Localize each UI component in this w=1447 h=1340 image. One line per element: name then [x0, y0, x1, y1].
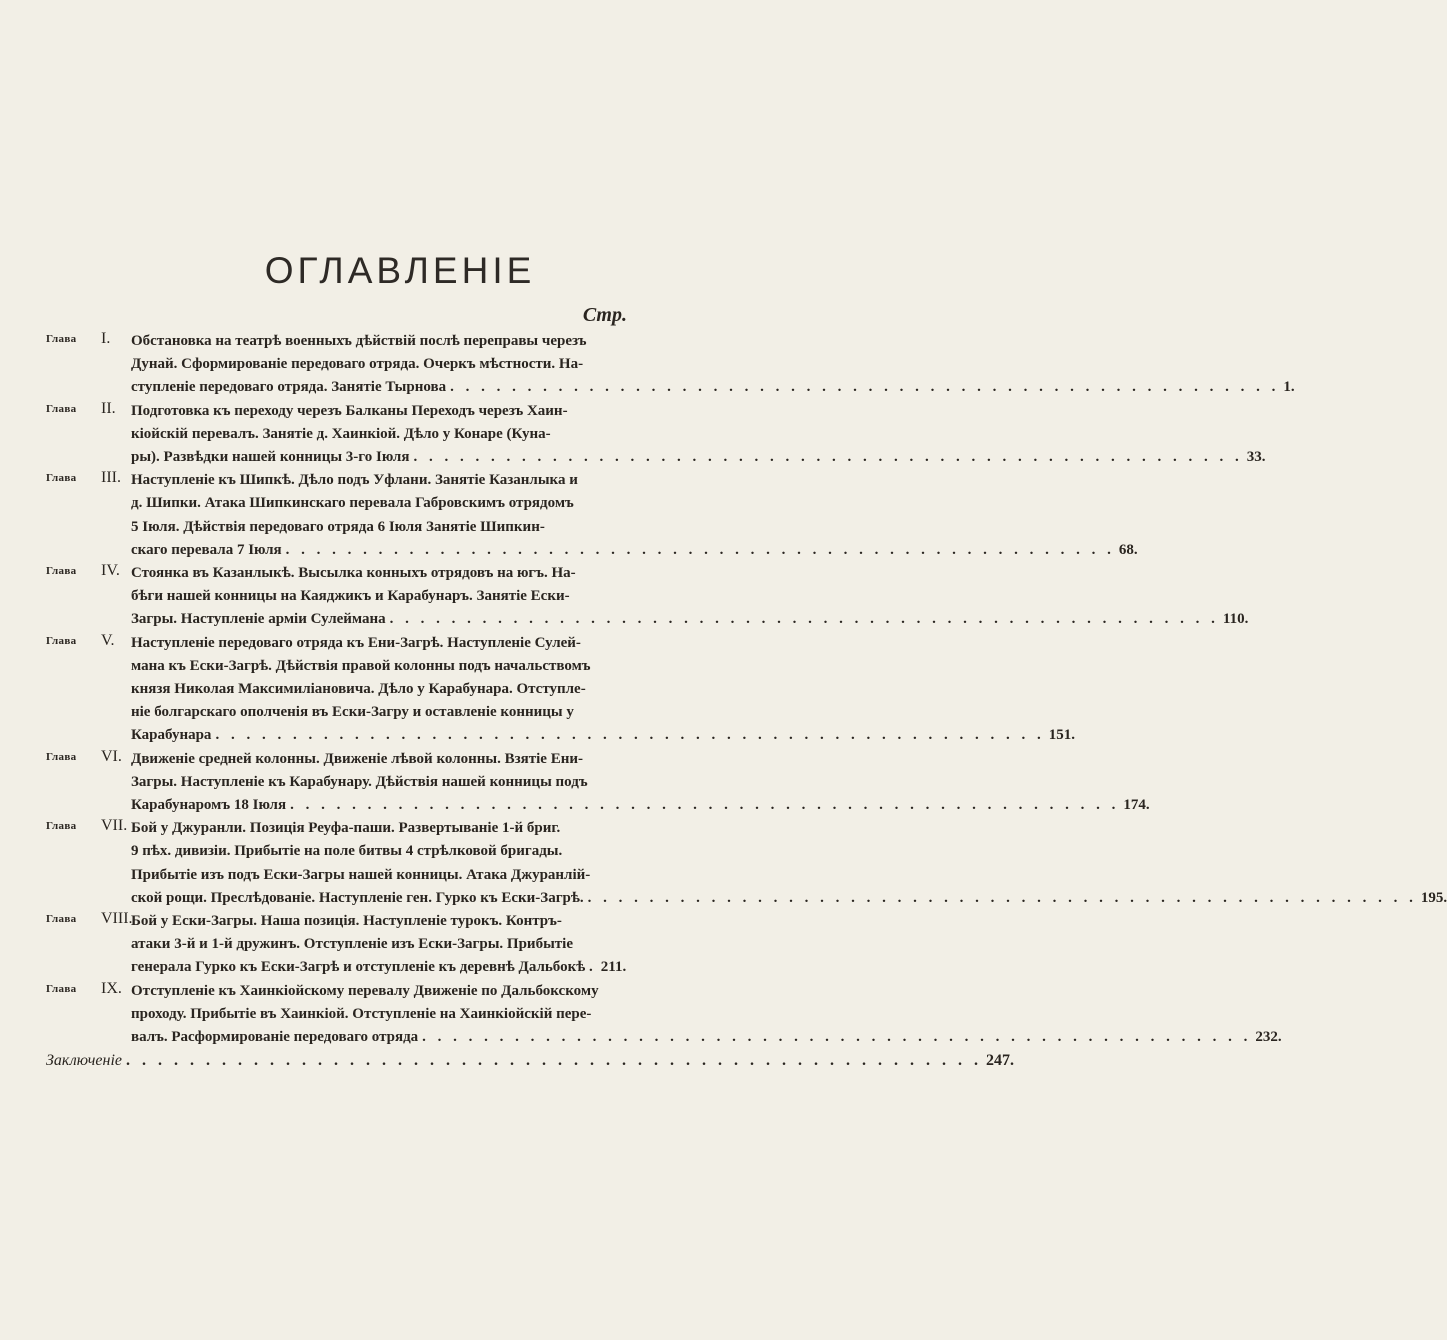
chapter-text-line: д. Шипки. Атака Шипкинскаго перевала Габровскимъ отрядомъ — [131, 495, 574, 512]
chapter-text-line: проходу. Прибытіе въ Хаинкіой. Отступленіе на Хаинкіойскій пере- — [131, 1005, 592, 1022]
chapter-word: Глава — [46, 982, 77, 995]
chapter-text-line: Стоянка въ Казанлыкѣ. Высылка конныхъ отрядовъ на югъ. На- — [131, 565, 576, 581]
chapter-text-line: Бой у Ески-Загры. Наша позиція. Наступленіе турокъ. Контръ- — [131, 913, 562, 929]
chapter-text-line: Отступленіе къ Хаинкіойскому перевалу Движеніе по Дальбокскому — [131, 982, 599, 999]
chapter-word: Глава — [46, 913, 77, 925]
chapter-text: ры). Развѣдки нашей конницы 3-го Іюля — [131, 449, 410, 465]
chapter-word: Глава — [46, 750, 77, 763]
page-number: 195. — [1420, 889, 1447, 906]
chapter-text-line: Наступленіе къ Шипкѣ. Дѣло подъ Уфлани. Занятіе Казанлыка и — [131, 472, 578, 489]
chapter-text-line: атаки 3-й и 1-й дружинъ. Отступленіе изъ Ески-Загры. Прибытіе — [131, 936, 573, 953]
chapter-text: Карабунаромъ 18 Іюля — [131, 797, 287, 813]
chapter-text-line — [131, 608, 1249, 631]
chapter-text-line: 9 пѣх. дивизіи. Прибытіе на поле битвы 4 стрѣлковой бригады. — [131, 843, 563, 860]
chapter-text-line: князя Николая Максимиліановича. Дѣло у Карабунара. Отступле- — [131, 681, 586, 697]
chapter-text-line — [131, 446, 1266, 469]
chapter-word: Глава — [46, 472, 77, 485]
chapter-text-line — [131, 887, 1447, 910]
chapter-text-line: ніе болгарскаго ополченія въ Ески-Загру и оставленіе конницы у — [131, 704, 574, 721]
dot-leader: . . . . . . . . . . . . . . . . . . . . . . . . . . . . . . . . . . . . . . . . . . . . . . . . . . . . . . — [215, 727, 1045, 744]
page-number: 247. — [986, 1052, 1014, 1070]
dot-leader: . . . . . . . . . . . . . . . . . . . . . . . . . . . . . . . . . . . . . . . . . . . . . . . . . . . . . . — [389, 611, 1219, 628]
chapter-number: IV. — [101, 562, 120, 579]
chapter-text-line: Обстановка на театрѣ военныхъ дѣйствій послѣ переправы черезъ — [131, 333, 587, 349]
chapter-text-line: Подготовка къ переходу черезъ Балканы Переходъ черезъ Хаин- — [131, 402, 568, 419]
chapter-text: ступленіе передоваго отряда. Занятіе Тырнова — [131, 379, 447, 396]
chapter-number: II. — [101, 399, 116, 417]
dot-leader: . . . . . . . . . . . . . . . . . . . . . . . . . . . . . . . . . . . . . . . . . . . . . . . . . . . . . . — [413, 449, 1243, 465]
dot-leader: . . . . . . . . . . . . . . . . . . . . . . . . . . . . . . . . . . . . . . . . . . . . . . . . . . . . . . — [290, 797, 1120, 813]
chapter-number: VII. — [101, 817, 128, 835]
chapter-word: Глава — [46, 402, 77, 415]
page-title: ОГЛАВЛЕНІЕ — [264, 250, 536, 291]
conclusion-label: Заключеніе — [46, 1052, 122, 1070]
dot-leader: . . . . . . . . . . . . . . . . . . . . . . . . . . . . . . . . . . . . . . . . . . . . . . . . . . . . . . — [126, 1052, 982, 1070]
chapter-text: скаго перевала 7 Іюля — [131, 541, 282, 558]
chapter-text-line: Загры. Наступленіе къ Карабунару. Дѣйствія нашей конницы подъ — [131, 773, 588, 790]
chapter-text-line: Прибытіе изъ подъ Ески-Загры нашей конницы. Атака Джуранлій- — [131, 866, 591, 883]
chapter-text-line: кіойскій перевалъ. Занятіе д. Хаинкіой. Дѣло у Конаре (Куна- — [131, 425, 551, 442]
chapter-number: I. — [101, 330, 111, 347]
page-number: 1. — [1283, 379, 1295, 396]
page-number: 174. — [1123, 797, 1150, 813]
page-number: 68. — [1118, 541, 1138, 558]
page-number: 211. — [600, 959, 627, 976]
chapter-number: VI. — [101, 747, 122, 765]
page-number: 151. — [1048, 727, 1075, 744]
page-number: 33. — [1246, 449, 1266, 465]
chapter-text-line: 5 Іюля. Дѣйствія передоваго отряда 6 Іюля Занятіе Шипкин- — [131, 518, 545, 535]
dot-leader: . . . . . . . . . . . . . . . . . . . . . . . . . . . . . . . . . . . . . . . . . . . . . . . . . . . . . . — [422, 1029, 1252, 1045]
dot-leader: . . . . . . . . . . . . . . . . . . . . . . . . . . . . . . . . . . . . . . . . . . . . . . . . . . . . . . — [587, 889, 1417, 906]
chapter-number: IX. — [101, 979, 122, 997]
chapter-number: V. — [101, 631, 115, 649]
toc-entry-conclusion[interactable] — [46, 1049, 1014, 1072]
dot-leader: . . . . . . . . . . . . . . . . . . . . . . . . . . . . . . . . . . . . . . . . . . . . . . . . . . . . . . — [285, 541, 1115, 558]
chapter-text-line: Дунай. Сформированіе передоваго отряда. Очеркъ мѣстности. На- — [131, 356, 584, 373]
chapter-text-line: Движеніе средней колонны. Движеніе лѣвой колонны. Взятіе Ени- — [131, 750, 583, 767]
dot-leader: . . . . . . . . . . . . . . . . . . . . . . . . . . . . . . . . . . . . . . . . . . . . . . . . . . . . . . — [450, 379, 1280, 396]
chapter-text: валъ. Расформированіе передоваго отряда — [131, 1029, 419, 1045]
chapter-text-line: Бой у Джуранли. Позиція Реуфа-паши. Развертываніе 1-й бриг. — [131, 820, 561, 837]
chapter-text-line — [131, 376, 1295, 399]
chapter-number: III. — [101, 469, 121, 487]
chapter-text: Карабунара — [131, 727, 212, 744]
chapter-text: генерала Гурко къ Ески-Загрѣ и отступленіе къ деревнѣ Дальбокѣ . — [131, 959, 593, 976]
chapter-text-line — [131, 1026, 1282, 1049]
chapter-number: VIII. — [101, 910, 133, 927]
chapter-word: Глава — [46, 565, 77, 577]
page-number: 110. — [1222, 611, 1249, 628]
chapter-word: Глава — [46, 634, 77, 647]
chapter-text-line: бѣги нашей конницы на Каяджикъ и Карабунаръ. Занятіе Ески- — [131, 588, 570, 605]
chapter-text-line — [131, 956, 626, 979]
chapter-text-line — [131, 794, 1150, 817]
chapter-text-line: мана къ Ески-Загрѣ. Дѣйствія правой колонны подъ начальствомъ — [131, 657, 591, 674]
chapter-text-line — [131, 539, 1138, 562]
chapter-text: ской рощи. Преслѣдованіе. Наступленіе ген. Гурко къ Ески-Загрѣ. — [131, 889, 584, 906]
chapter-text: Загры. Наступленіе арміи Сулеймана — [131, 611, 386, 628]
chapter-text-line — [131, 724, 1075, 747]
chapter-text-line: Наступленіе передоваго отряда къ Ени-Загрѣ. Наступленіе Сулей- — [131, 634, 581, 651]
chapter-word: Глава — [46, 333, 77, 345]
page-column-label: Стр. — [582, 304, 627, 326]
page-number: 232. — [1255, 1029, 1282, 1045]
chapter-word: Глава — [46, 820, 77, 833]
